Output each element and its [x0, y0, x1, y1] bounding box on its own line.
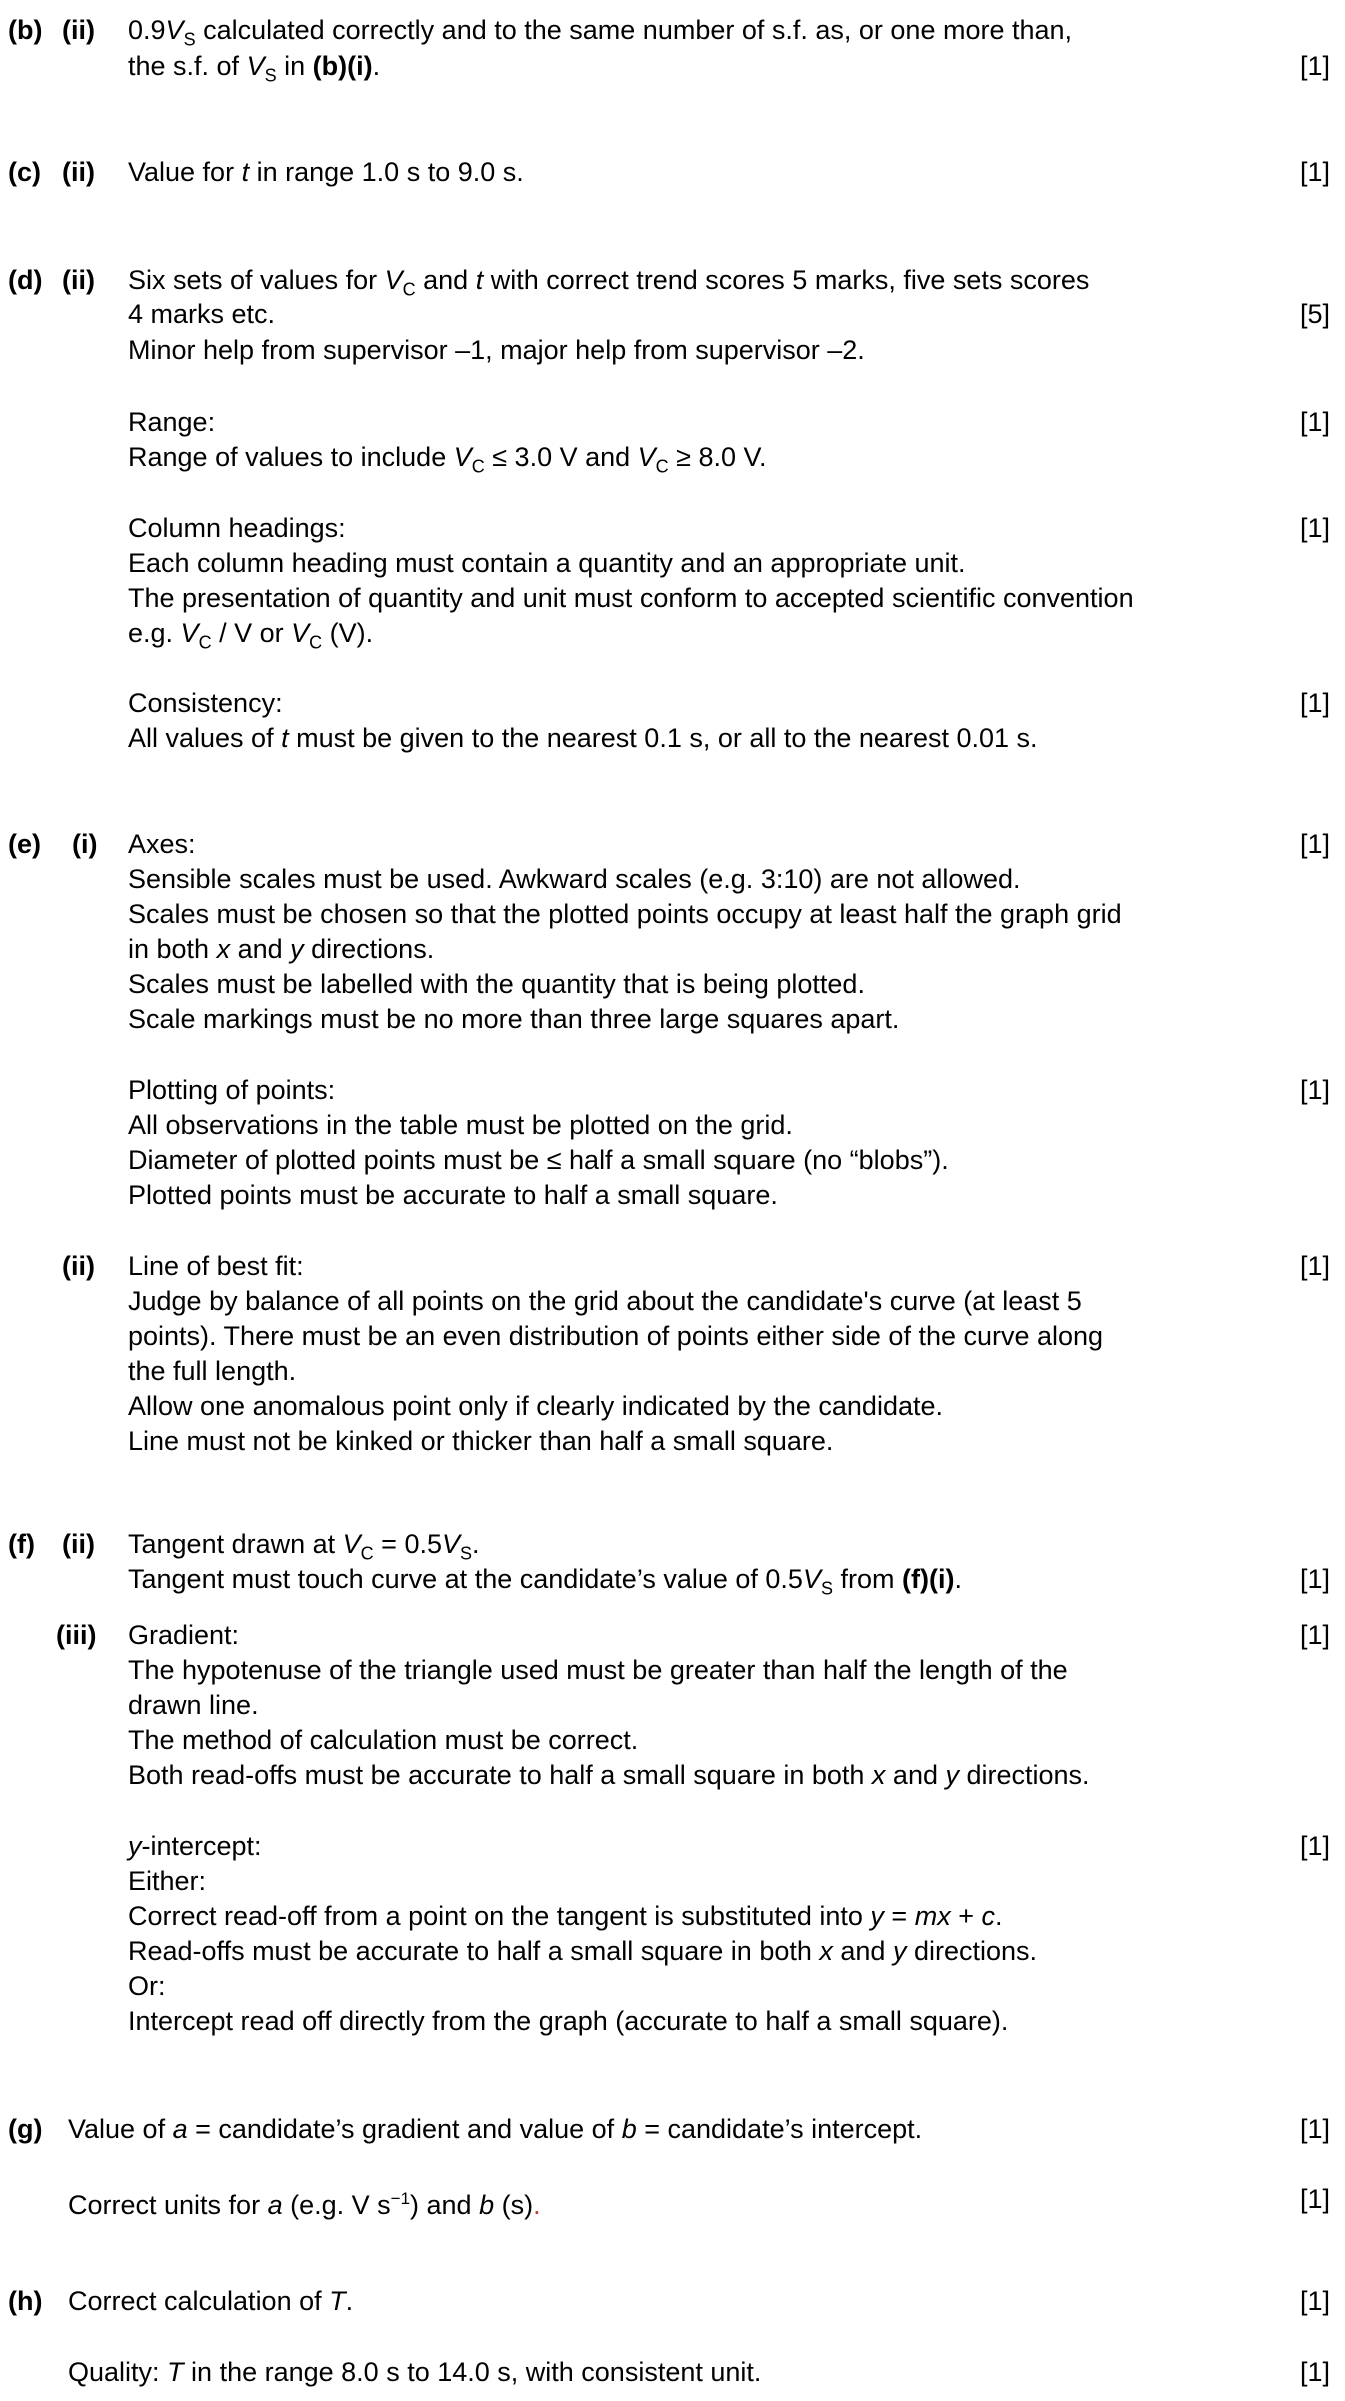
d-ii-line-2: 4 marks etc.: [128, 299, 276, 329]
gradient-line-3: The method of calculation must be correct.: [128, 1725, 639, 1755]
h-mark-2: [1]: [1299, 2357, 1330, 2387]
subpart-d-ii-label: (ii): [62, 265, 95, 295]
part-e-label: (e): [8, 829, 41, 859]
plotting-line-2: Diameter of plotted points must be ≤ half a small square (no “blobs”).: [128, 1145, 949, 1175]
g-line-1: Value of a = candidate’s gradient and value of b = candidate’s intercept.: [68, 2114, 923, 2144]
consistency-mark: [1]: [1299, 688, 1330, 718]
range-heading: Range:: [128, 407, 216, 437]
plotting-mark: [1]: [1299, 1075, 1330, 1105]
y-intercept-line-2: Correct read-off from a point on the tangent is substituted into y = mx + c.: [128, 1901, 1003, 1931]
y-intercept-line-5: Intercept read off directly from the graph (accurate to half a small square).: [128, 2006, 1009, 2036]
part-b-label: (b): [8, 15, 43, 45]
h-mark-1: [1]: [1299, 2286, 1330, 2316]
axes-line-3: in both x and y directions.: [128, 934, 435, 964]
gradient-line-2: drawn line.: [128, 1690, 259, 1720]
y-intercept-line-4: Or:: [128, 1971, 166, 2001]
part-g-label: (g): [8, 2114, 43, 2144]
gradient-mark: [1]: [1299, 1620, 1330, 1650]
gradient-heading: Gradient:: [128, 1620, 240, 1650]
subpart-e-i-label: (i): [72, 829, 98, 859]
g-mark-1: [1]: [1299, 2114, 1330, 2144]
axes-line-2: Scales must be chosen so that the plotted points occupy at least half the graph grid: [128, 899, 1122, 929]
subpart-f-ii-label: (ii): [62, 1529, 95, 1559]
b-ii-line-1: $0.9V_S$ calculated correctly and to the same number of s.f. as, or one more than,: [128, 15, 1073, 50]
c-ii-line-1: Value for t in range 1.0 s to 9.0 s.: [128, 157, 524, 187]
range-mark: [1]: [1299, 407, 1330, 437]
plotting-line-1: All observations in the table must be plotted on the grid.: [128, 1110, 793, 1140]
b-ii-mark: [1]: [1299, 51, 1330, 81]
column-headings-line-2: The presentation of quantity and unit must conform to accepted scientific convention: [128, 583, 1134, 613]
gradient-line-4: Both read-offs must be accurate to half a small square in both x and y directions.: [128, 1760, 1090, 1790]
best-fit-heading: Line of best fit:: [128, 1251, 304, 1281]
axes-line-5: Scale markings must be no more than three large squares apart.: [128, 1004, 900, 1034]
plotting-line-3: Plotted points must be accurate to half a small square.: [128, 1180, 778, 1210]
subpart-e-ii-label: (ii): [62, 1251, 95, 1281]
y-intercept-mark: [1]: [1299, 1831, 1330, 1861]
c-ii-mark: [1]: [1299, 157, 1330, 187]
axes-mark: [1]: [1299, 829, 1330, 859]
h-line-1: Correct calculation of T.: [68, 2286, 354, 2316]
y-intercept-heading: y-intercept:: [128, 1831, 262, 1861]
subpart-b-ii-label: (ii): [62, 15, 95, 45]
y-intercept-line-3: Read-offs must be accurate to half a small square in both x and y directions.: [128, 1936, 1037, 1966]
best-fit-line-3: the full length.: [128, 1356, 297, 1386]
d-ii-line-3: Minor help from supervisor –1, major help from supervisor –2.: [128, 335, 865, 365]
range-text: Range of values to include $V_C \le 3.0$ V and $V_C \ge 8.0$ V.: [128, 442, 767, 477]
g-line-2: Correct units for a (e.g. V $s^{-1}$) and b (s).: [68, 2189, 541, 2220]
axes-line-4: Scales must be labelled with the quantity that is being plotted.: [128, 969, 865, 999]
axes-heading: Axes:: [128, 829, 196, 859]
g-mark-2: [1]: [1299, 2184, 1330, 2214]
axes-line-1: Sensible scales must be used. Awkward scales (e.g. 3:10) are not allowed.: [128, 864, 1021, 894]
tangent-line-1: Tangent drawn at $V_C = 0.5V_S$.: [128, 1529, 480, 1564]
consistency-heading: Consistency:: [128, 688, 283, 718]
tangent-line-2: Tangent must touch curve at the candidate’s value of $0.5V_S$ from (f)(i).: [128, 1564, 962, 1599]
h-line-2: Quality: T in the range 8.0 s to 14.0 s, with consistent unit.: [68, 2357, 762, 2387]
part-d-label: (d): [8, 265, 43, 295]
consistency-text: All values of t must be given to the nearest 0.1 s, or all to the nearest 0.01 s.: [128, 723, 1038, 753]
best-fit-line-4: Allow one anomalous point only if clearly indicated by the candidate.: [128, 1391, 943, 1421]
y-intercept-line-1: Either:: [128, 1866, 207, 1896]
best-fit-line-5: Line must not be kinked or thicker than half a small square.: [128, 1426, 834, 1456]
best-fit-mark: [1]: [1299, 1251, 1330, 1281]
column-headings-line-1: Each column heading must contain a quantity and an appropriate unit.: [128, 548, 966, 578]
column-headings-mark: [1]: [1299, 513, 1330, 543]
part-f-label: (f): [8, 1529, 35, 1559]
best-fit-line-2: points). There must be an even distribution of points either side of the curve along: [128, 1321, 1104, 1351]
subpart-f-iii-label: (iii): [56, 1620, 97, 1650]
b-ii-line-2: the s.f. of $V_S$ in (b)(i).: [128, 51, 381, 86]
d-ii-mark: [5]: [1299, 299, 1330, 329]
plotting-heading: Plotting of points:: [128, 1075, 336, 1105]
d-ii-line-1: Six sets of values for $V_C$ and t with correct trend scores 5 marks, five sets scores: [128, 265, 1090, 300]
column-headings-heading: Column headings:: [128, 513, 346, 543]
part-h-label: (h): [8, 2286, 43, 2316]
part-c-label: (c): [8, 157, 41, 187]
subpart-c-ii-label: (ii): [62, 157, 95, 187]
tangent-mark: [1]: [1299, 1564, 1330, 1594]
column-headings-line-3: e.g. $V_C$ / V or $V_C$ (V).: [128, 618, 374, 653]
best-fit-line-1: Judge by balance of all points on the grid about the candidate's curve (at least 5: [128, 1286, 1082, 1316]
gradient-line-1: The hypotenuse of the triangle used must be greater than half the length of the: [128, 1655, 1068, 1685]
